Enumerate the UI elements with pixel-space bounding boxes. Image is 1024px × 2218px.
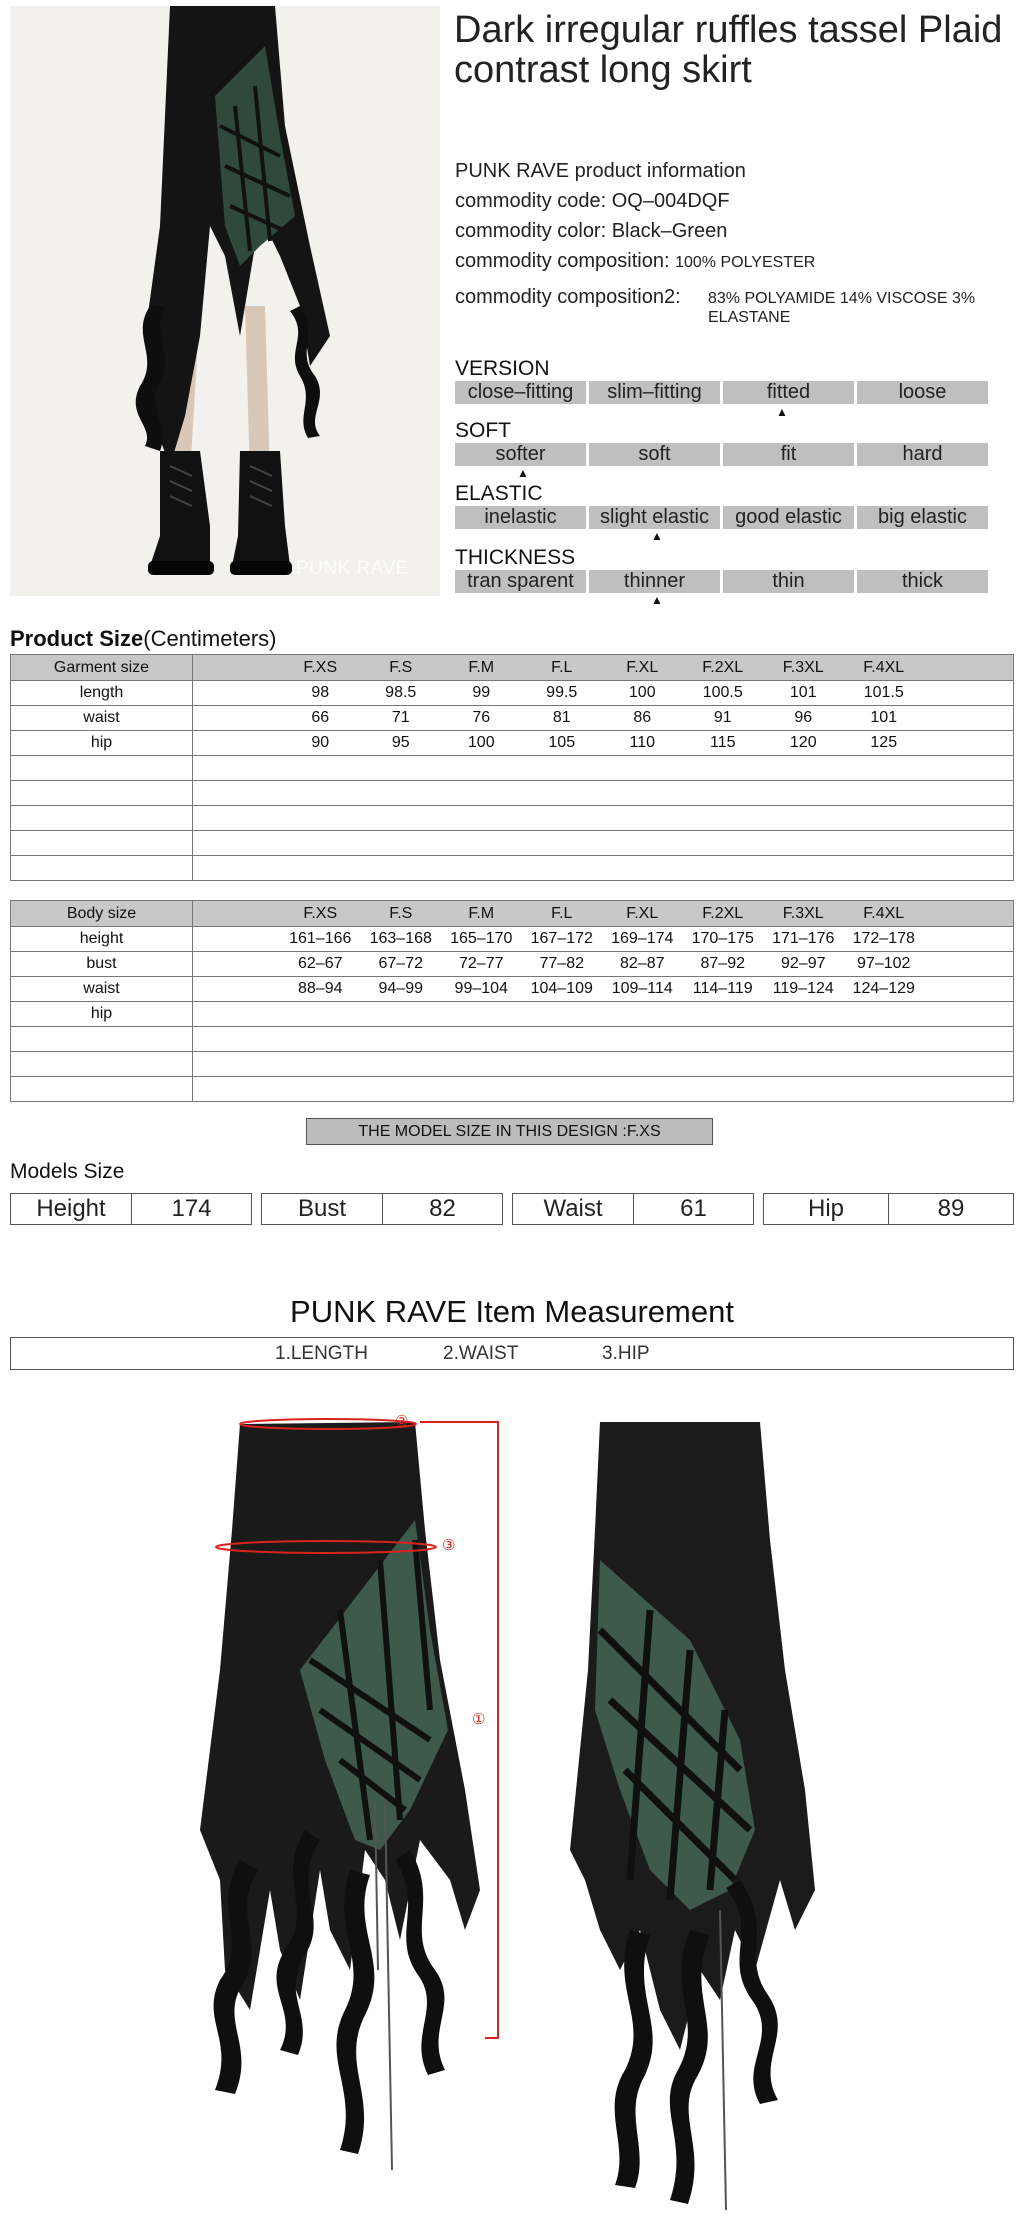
size-header: F.S	[389, 658, 413, 676]
info-code-value: OQ–004DQF	[611, 190, 730, 212]
size-header: F.4XL	[863, 904, 905, 922]
model-hip-box	[763, 1193, 1014, 1225]
scale-thickness-option: thick	[857, 570, 988, 593]
size-header: F.S	[389, 904, 413, 922]
table-cell: 161–166	[289, 930, 352, 947]
scale-elastic-title: ELASTIC	[455, 482, 543, 505]
table-cell: 81	[552, 709, 571, 726]
product-size-unit: (Centimeters)	[143, 626, 277, 651]
model-bust-label: Bust	[262, 1194, 383, 1224]
model-illustration	[10, 6, 440, 596]
size-header: F.L	[551, 904, 573, 922]
info-color-value: Black–Green	[611, 220, 728, 242]
scale-thickness-option: thin	[723, 570, 854, 593]
table-cell: 82–87	[620, 955, 665, 972]
size-header: F.2XL	[702, 904, 744, 922]
table-row	[11, 706, 1014, 731]
table-cell: 101.5	[863, 684, 904, 701]
scale-soft-title: SOFT	[455, 419, 511, 442]
table-cell: 100	[467, 734, 495, 751]
table-row	[11, 952, 1014, 977]
scale-elastic-marker: ▲	[651, 529, 663, 543]
table-cell: 165–170	[450, 930, 513, 947]
table-cell: 171–176	[772, 930, 835, 947]
info-composition-value: 100% POLYESTER	[675, 254, 816, 271]
model-waist-value: 61	[680, 1195, 707, 1222]
table-cell: 71	[391, 709, 410, 726]
model-waist-box	[512, 1193, 754, 1225]
info-composition	[455, 246, 1015, 278]
scale-elastic-option: slight elastic	[589, 506, 720, 529]
product-size-title-text: Product Size	[10, 626, 144, 651]
garment-size-table	[10, 654, 1014, 881]
row-label: waist	[11, 977, 193, 1002]
table-cell: 90	[311, 734, 330, 751]
table-cell: 101	[870, 709, 898, 726]
table-row	[11, 731, 1014, 756]
measurement-title: PUNK RAVE Item Measurement	[290, 1294, 734, 1329]
row-label: waist	[11, 706, 193, 731]
table-cell: 62–67	[298, 955, 343, 972]
skirt-front-illustration	[180, 1410, 520, 2210]
measurement-list	[10, 1337, 1014, 1370]
table-cell: 95	[391, 734, 410, 751]
marker-length: ①	[472, 1711, 486, 1728]
scale-elastic-option: inelastic	[455, 506, 586, 529]
scale-thickness-option: tran sparent	[455, 570, 586, 593]
table-cell: 77–82	[539, 955, 584, 972]
table-cell: 169–174	[611, 930, 674, 947]
table-cell: 100.5	[702, 684, 743, 701]
table-row-empty	[11, 1052, 1014, 1077]
scale-soft-marker: ▲	[517, 466, 529, 480]
table-header-row	[11, 655, 1014, 681]
table-row-empty	[11, 806, 1014, 831]
table-row-empty	[11, 781, 1014, 806]
size-header: F.3XL	[782, 658, 824, 676]
skirt-back-illustration	[540, 1410, 860, 2218]
table-cell: 91	[713, 709, 732, 726]
scale-version-option: slim–fitting	[589, 381, 720, 404]
size-header: F.M	[468, 658, 495, 676]
table-row	[11, 977, 1014, 1002]
table-cell: 170–175	[691, 930, 754, 947]
table-cell: 115	[709, 734, 736, 751]
size-header: F.XL	[626, 904, 659, 922]
scale-soft-option: fit	[723, 443, 854, 466]
table-row	[11, 927, 1014, 952]
table-cell: 92–97	[781, 955, 826, 972]
info-color	[455, 216, 1015, 246]
table-cell: 109–114	[611, 980, 673, 997]
scale-thickness-marker: ▲	[651, 593, 663, 607]
model-height-box	[10, 1193, 252, 1225]
product-title: Dark irregular ruffles tassel Plaid contrast long skirt	[454, 9, 1003, 91]
scale-soft-option: softer	[455, 443, 586, 466]
skirt-back-drawing	[540, 1410, 860, 2218]
scale-thickness-options	[455, 570, 988, 593]
table-cell: 101	[789, 684, 817, 701]
table-cell: 124–129	[852, 980, 915, 997]
body-size-table	[10, 900, 1014, 1102]
info-composition-label: commodity composition:	[455, 250, 670, 272]
table-cell: 94–99	[378, 980, 423, 997]
row-label: hip	[11, 1002, 193, 1027]
size-header: F.L	[551, 658, 573, 676]
table-cell: 98	[311, 684, 330, 701]
scale-soft	[455, 419, 988, 480]
measurement-item: 3.HIP	[602, 1343, 650, 1364]
info-color-label: commodity color:	[455, 220, 607, 242]
row-label: bust	[11, 952, 193, 977]
size-header: F.3XL	[782, 904, 824, 922]
scale-version-option: fitted	[723, 381, 854, 404]
model-waist-label: Waist	[513, 1194, 634, 1224]
model-height-label: Height	[11, 1194, 132, 1224]
info-composition2-label: commodity composition2:	[455, 286, 681, 308]
model-height-value: 174	[171, 1195, 212, 1222]
scale-version	[455, 357, 988, 419]
table-row-empty	[11, 831, 1014, 856]
table-cell: 98.5	[385, 684, 417, 701]
table-row-empty	[11, 1077, 1014, 1102]
table-cell: 96	[794, 709, 813, 726]
models-size-row	[10, 1193, 1014, 1225]
model-size-banner: THE MODEL SIZE IN THIS DESIGN :F.XS	[306, 1118, 713, 1145]
measurement-item: 1.LENGTH	[275, 1343, 368, 1364]
scale-version-option: close–fitting	[455, 381, 586, 404]
scale-soft-options	[455, 443, 988, 466]
table-row-empty	[11, 856, 1014, 881]
table-cell: 105	[548, 734, 576, 751]
marker-waist: ②	[395, 1413, 409, 1430]
table-cell: 110	[629, 734, 655, 751]
table-cell: 99.5	[546, 684, 578, 701]
table-cell: 125	[870, 734, 898, 751]
scale-version-option: loose	[857, 381, 988, 404]
size-header: F.4XL	[863, 658, 905, 676]
table-cell: 114–119	[692, 980, 753, 997]
size-header: F.2XL	[702, 658, 744, 676]
table-cell: 172–178	[852, 930, 915, 947]
table-cell: 87–92	[700, 955, 745, 972]
table-cell: 67–72	[378, 955, 423, 972]
scale-elastic-option: good elastic	[723, 506, 854, 529]
table-cell: 76	[472, 709, 491, 726]
skirt-front-drawing	[180, 1410, 520, 2210]
size-header: F.XS	[303, 658, 338, 676]
table-cell: 100	[628, 684, 656, 701]
scale-thickness-title: THICKNESS	[455, 546, 576, 569]
scale-version-title: VERSION	[455, 357, 550, 380]
table-row	[11, 681, 1014, 706]
product-info	[455, 156, 1015, 278]
row-label: length	[11, 681, 193, 706]
table-header-row	[11, 901, 1014, 927]
table-row-empty	[11, 756, 1014, 781]
table-row-empty	[11, 1027, 1014, 1052]
table-cell: 97–102	[857, 955, 911, 972]
scale-thickness	[455, 546, 988, 607]
body-size-header: Body size	[11, 901, 193, 927]
product-photo	[10, 6, 440, 596]
scale-version-marker: ▲	[776, 405, 788, 419]
scale-soft-option: hard	[857, 443, 988, 466]
marker-hip: ③	[442, 1537, 456, 1554]
table-cell: 167–172	[530, 930, 593, 947]
info-code	[455, 186, 1015, 216]
models-size-title: Models Size	[10, 1160, 125, 1183]
model-bust-box	[261, 1193, 503, 1225]
scale-soft-option: soft	[589, 443, 720, 466]
product-size-title	[10, 626, 277, 652]
size-header: F.XL	[626, 658, 659, 676]
garment-size-header: Garment size	[11, 655, 193, 681]
table-cell: 72–77	[459, 955, 504, 972]
table-cell: 119–124	[772, 980, 834, 997]
model-hip-label: Hip	[764, 1194, 889, 1224]
info-heading: PUNK RAVE product information	[455, 160, 746, 182]
model-hip-value: 89	[937, 1195, 965, 1222]
info-composition2-value: 83% POLYAMIDE 14% VISCOSE 3% ELASTANE	[708, 290, 976, 326]
row-label: height	[11, 927, 193, 952]
table-cell: 99–104	[454, 980, 508, 997]
table-cell: 163–168	[369, 930, 432, 947]
scale-elastic-option: big elastic	[857, 506, 988, 529]
row-label: hip	[11, 731, 193, 756]
table-cell: 86	[633, 709, 652, 726]
size-header: F.XS	[303, 904, 338, 922]
table-row	[11, 1002, 1014, 1027]
scale-version-options	[455, 381, 988, 404]
size-header: F.M	[468, 904, 495, 922]
model-bust-value: 82	[429, 1195, 456, 1222]
scale-elastic-options	[455, 506, 988, 529]
measurement-item: 2.WAIST	[443, 1343, 519, 1364]
scale-thickness-option: thinner	[589, 570, 720, 593]
info-code-label: commodity code:	[455, 190, 607, 212]
table-cell: 120	[789, 734, 817, 751]
table-cell: 66	[311, 709, 330, 726]
table-cell: 99	[472, 684, 491, 701]
brand-watermark: PUNK RAVE	[296, 558, 409, 579]
table-cell: 104–109	[530, 980, 593, 997]
scale-elastic	[455, 482, 988, 543]
table-cell: 88–94	[298, 980, 343, 997]
